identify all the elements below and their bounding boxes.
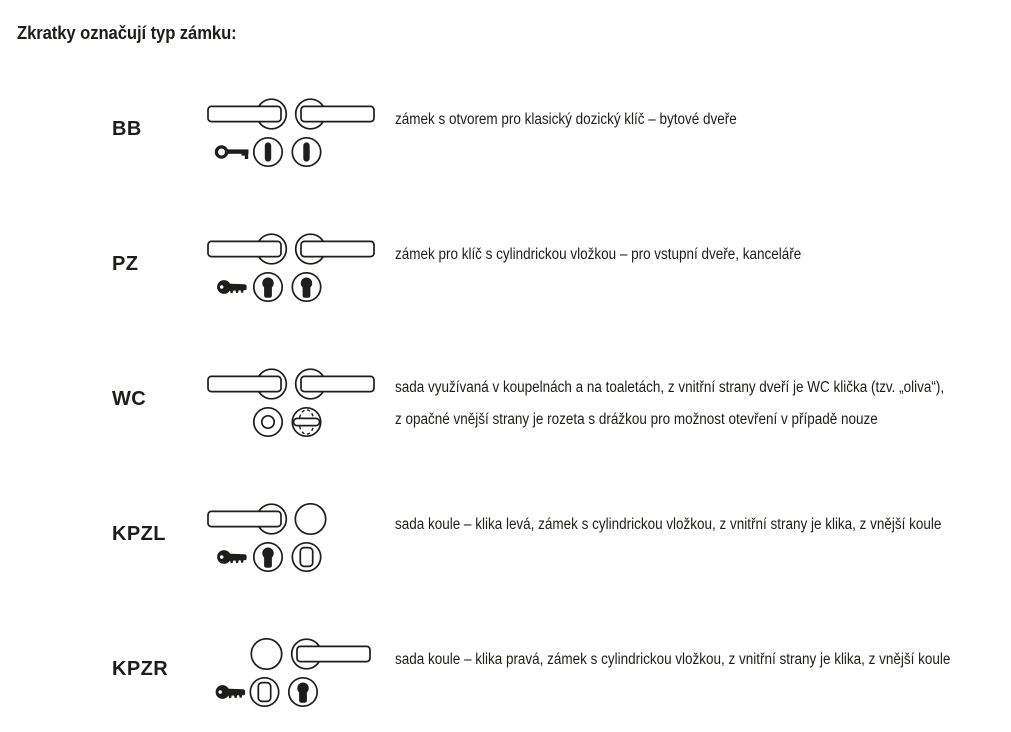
lock-icon-set-bb [205, 98, 378, 168]
lock-type-row-kpzl [0, 503, 1011, 573]
knob-icon [295, 504, 325, 534]
bb-keyhole-rosette-icon [254, 138, 282, 166]
lever-handle-right-icon [292, 639, 370, 669]
description-line: sada koule – klika levá, zámek s cylindrickou vložkou, z vnitřní strany je klika, z vnější koule [395, 516, 942, 533]
lock-icon-set-wc [205, 368, 378, 438]
lever-handle-right-icon [296, 234, 374, 264]
lever-handle-left-icon [208, 99, 286, 129]
lock-code-label: BB [112, 118, 142, 140]
lock-code-label: KPZR [112, 658, 169, 680]
pz-keyhole-rosette-icon [289, 678, 317, 706]
lock-type-row-bb [0, 98, 1011, 168]
page-title: Zkratky označují typ zámku: [17, 22, 237, 43]
lock-description [395, 109, 737, 131]
blind-rosette-icon [250, 678, 278, 706]
lever-handle-left-icon [208, 369, 286, 399]
lever-handle-left-icon [208, 234, 286, 264]
cylinder-key-icon [217, 550, 247, 564]
pz-keyhole-rosette-icon [254, 543, 282, 571]
lock-description [395, 649, 950, 671]
lock-icon-set-kpzr [205, 638, 378, 708]
classic-bit-key-icon [216, 147, 248, 159]
lock-type-row-pz [0, 233, 1011, 303]
description-line: sada koule – klika pravá, zámek s cylindrickou vložkou, z vnitřní strany je klika, z vnější koule [395, 651, 951, 668]
lever-handle-right-icon [296, 99, 374, 129]
lock-code-label: KPZL [112, 523, 166, 545]
lock-description [395, 372, 944, 436]
lock-icon-set-pz [205, 233, 378, 303]
lock-description [395, 244, 801, 266]
pz-keyhole-rosette-icon [254, 273, 282, 301]
cylinder-key-icon [217, 280, 247, 294]
lock-type-row-wc [0, 368, 1011, 438]
slotted-rosette-icon [254, 408, 282, 436]
cylinder-key-icon [216, 685, 246, 699]
lock-type-row-kpzr [0, 638, 1011, 708]
pz-keyhole-rosette-icon [292, 273, 320, 301]
knob-icon [251, 639, 281, 669]
lock-icon-set-kpzl [205, 503, 378, 573]
lock-code-label: PZ [112, 253, 139, 275]
bb-keyhole-rosette-icon [292, 138, 320, 166]
wc-thumbturn-rosette-icon [292, 408, 320, 436]
description-line: z opačné vnější strany je rozeta s drážkou pro možnost otevření v případě nouze [395, 411, 878, 428]
description-line: zámek pro klíč s cylindrickou vložkou – pro vstupní dveře, kanceláře [395, 246, 802, 263]
lock-description [395, 514, 941, 536]
lever-handle-right-icon [296, 369, 374, 399]
lever-handle-left-icon [208, 504, 286, 534]
lock-code-label: WC [112, 388, 147, 410]
description-line: sada využívaná v koupelnách a na toaletách, z vnitřní strany dveří je WC klička (tzv. „oliva“), [395, 379, 945, 396]
blind-rosette-icon [292, 543, 320, 571]
description-line: zámek s otvorem pro klasický dozický klíč – bytové dveře [395, 111, 737, 128]
